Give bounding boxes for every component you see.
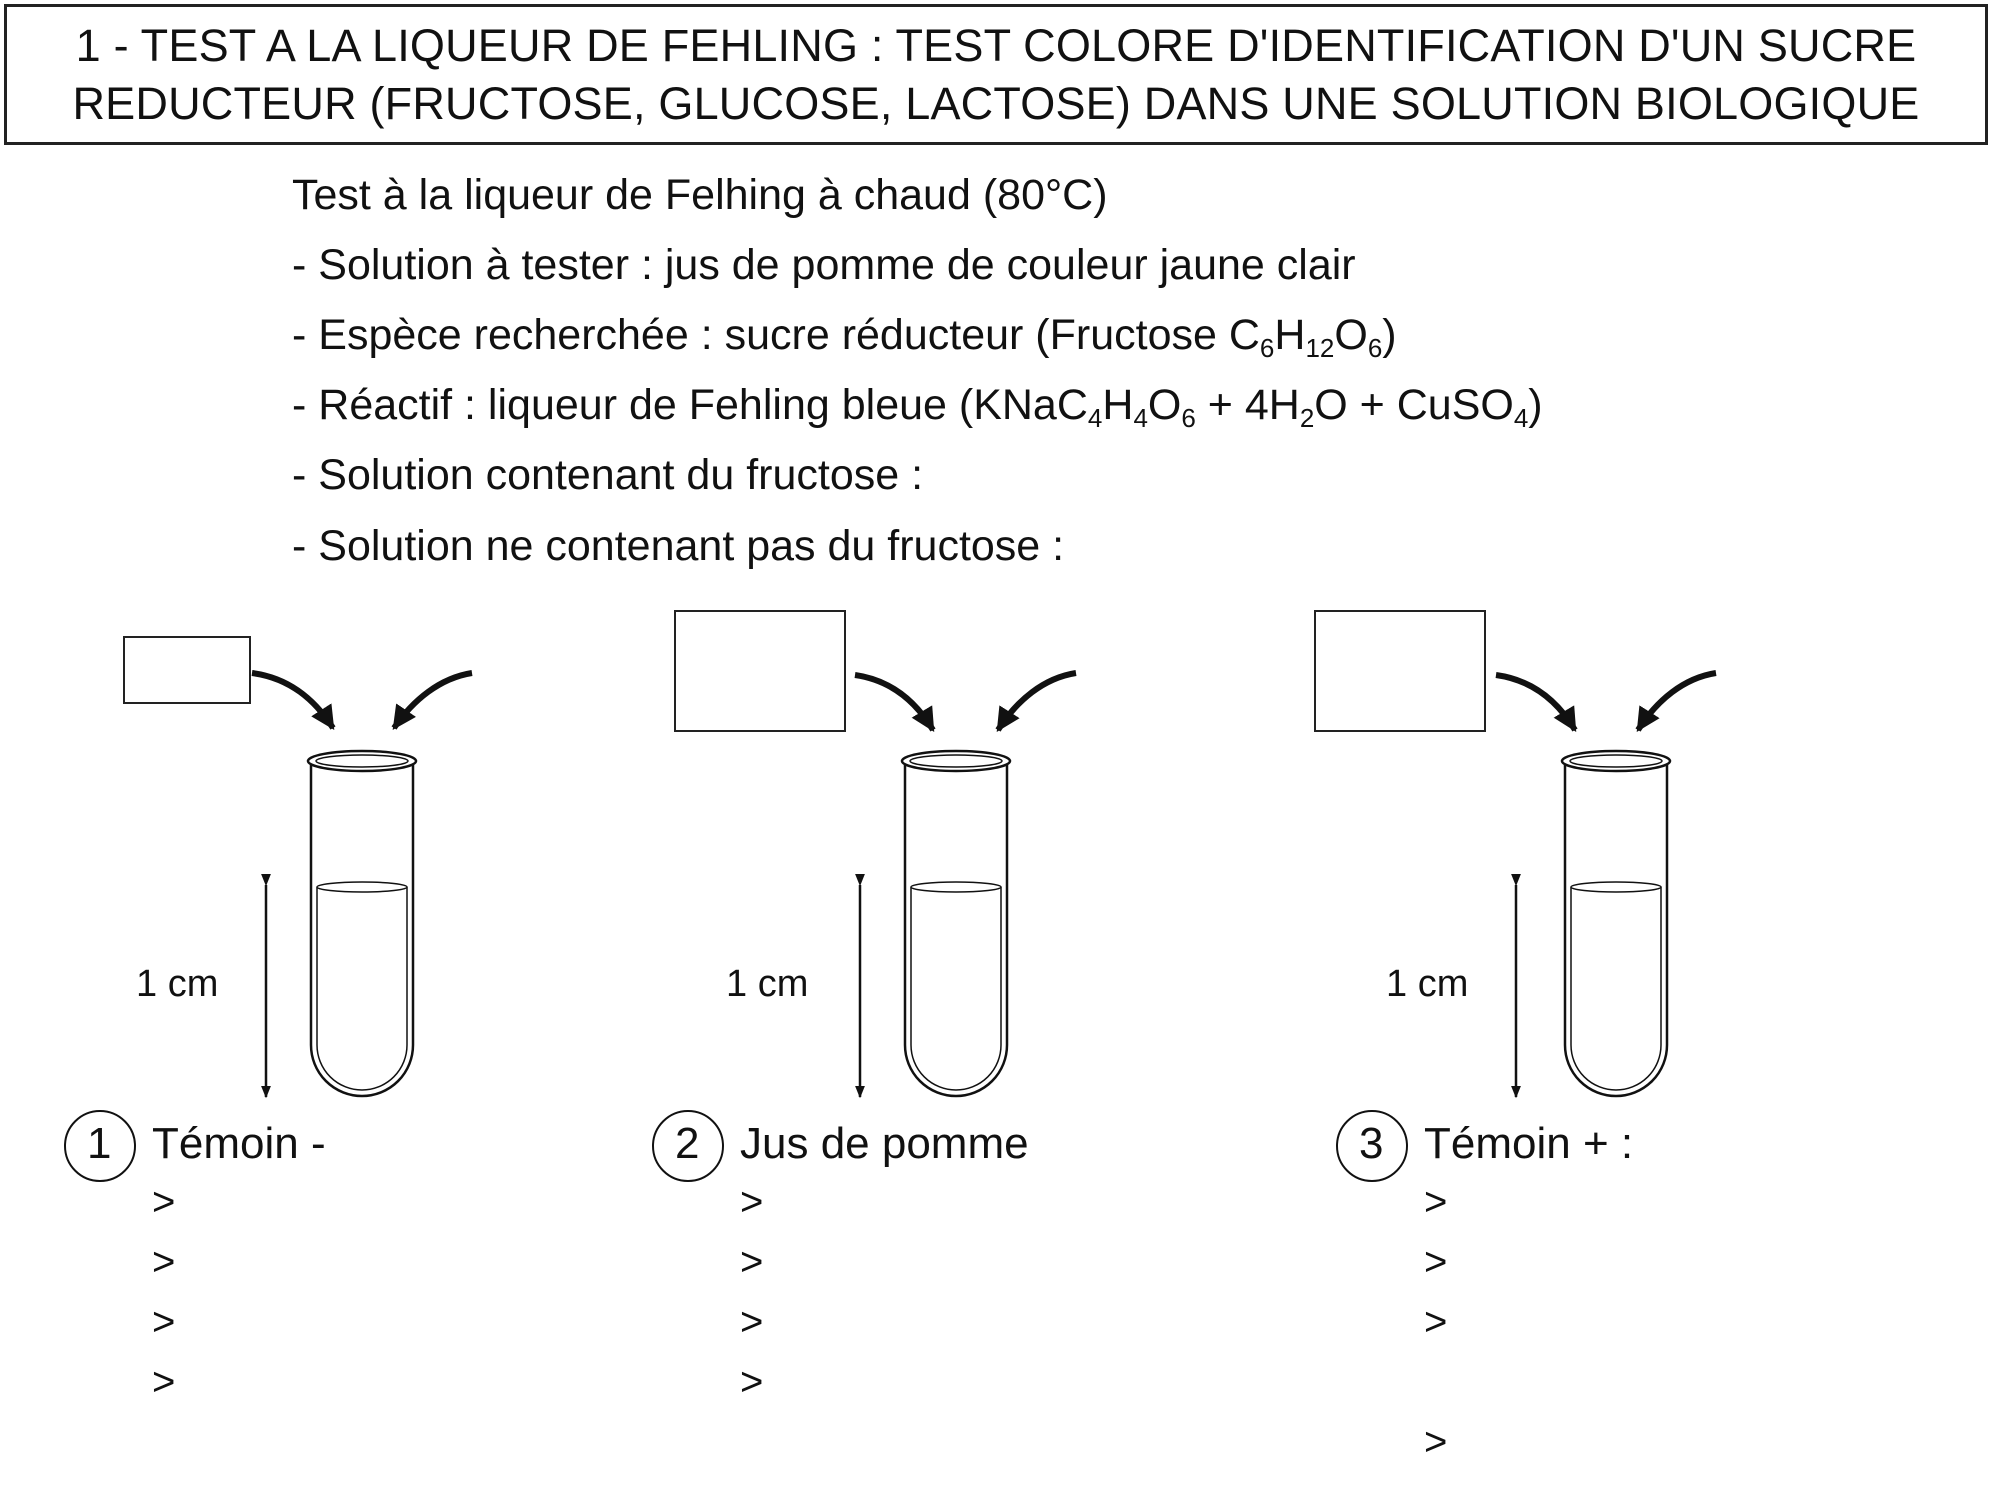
arrow-solution-3 [1638, 673, 1716, 730]
arrow-from-box-2 [855, 675, 933, 730]
sub-4c: 4 [1513, 403, 1529, 433]
bullet: > [1424, 1300, 1448, 1344]
bullet: > [1424, 1420, 1448, 1464]
sub-4b: 4 [1133, 403, 1148, 433]
reagent-box-2 [675, 611, 845, 731]
liquid-surface-2 [911, 882, 1001, 892]
scale-label-1: 1 cm [136, 963, 219, 1005]
f-h: H [1274, 311, 1306, 359]
sub-4a: 4 [1087, 403, 1103, 433]
scale-label-2: 1 cm [726, 963, 809, 1005]
bullet: > [740, 1360, 764, 1404]
arrow-solution-2 [998, 673, 1076, 730]
bullet: > [152, 1180, 176, 1224]
tube-rim-3 [1562, 751, 1670, 771]
bullet: > [740, 1180, 764, 1224]
tube-label-2: Jus de pomme [740, 1119, 1029, 1168]
scale-label-3: 1 cm [1386, 963, 1469, 1005]
tube-number-2: 2 [675, 1119, 700, 1168]
bullet: > [152, 1360, 176, 1404]
tube-1-group [65, 637, 472, 1181]
f-o: O [1334, 311, 1368, 359]
title-line-1: 1 - TEST A LA LIQUEUR DE FEHLING : TEST COLORE D'IDENTIFICATION D'UN SUCRE [75, 19, 1917, 71]
intro-solution: - Solution à tester : jus de pomme de couleur jaune clair [292, 241, 1356, 289]
reactif-text: - Réactif : liqueur de Fehling bleue (KNaC [292, 381, 1088, 429]
intro-contenant: - Solution contenant du fructose : [292, 451, 924, 499]
tube-label-3: Témoin + : [1424, 1119, 1634, 1168]
bullet: > [1424, 1240, 1448, 1284]
tube-body-1 [311, 765, 413, 1096]
tube-2-group [653, 611, 1076, 1181]
bullet: > [152, 1240, 176, 1284]
r-o: O [1147, 381, 1182, 429]
r-plus-h2o: + 4H [1195, 381, 1300, 429]
r-cuso: O + CuSO [1314, 381, 1514, 429]
tube-rim-2 [902, 751, 1010, 771]
arrow-solution-1 [394, 673, 472, 728]
tube-label-1: Témoin - [152, 1119, 326, 1168]
tube-3-group [1315, 611, 1716, 1181]
bullet: > [152, 1300, 176, 1344]
sub-6: 6 [1259, 333, 1275, 363]
sub-6b: 6 [1367, 333, 1383, 363]
tube-body-3 [1565, 765, 1667, 1096]
tube-rim-1 [308, 751, 416, 771]
arrow-from-box-1 [252, 673, 333, 728]
sub-6c: 6 [1181, 403, 1196, 433]
tube-number-3: 3 [1359, 1119, 1384, 1168]
tube-number-1: 1 [87, 1119, 112, 1168]
sub-12: 12 [1305, 333, 1335, 363]
sub-2: 2 [1299, 403, 1315, 433]
r-close: ) [1528, 381, 1543, 429]
liquid-surface-1 [317, 882, 407, 892]
intro-ne-contenant: - Solution ne contenant pas du fructose : [292, 522, 1065, 570]
r-h: H [1102, 381, 1134, 429]
intro-heading: Test à la liqueur de Felhing à chaud (80°C) [292, 171, 1108, 219]
liquid-surface-3 [1571, 882, 1661, 892]
title-line-2: REDUCTEUR (FRUCTOSE, GLUCOSE, LACTOSE) DANS UNE SOLUTION BIOLOGIQUE [72, 77, 1920, 129]
reagent-box-3 [1315, 611, 1485, 731]
arrow-from-box-3 [1496, 675, 1575, 730]
reagent-box-1 [124, 637, 250, 703]
f-close: ) [1382, 311, 1397, 359]
bullet: > [1424, 1180, 1448, 1224]
tube-body-2 [905, 765, 1007, 1096]
espece-text: - Espèce recherchée : sucre réducteur (Fructose C [292, 311, 1260, 359]
bullet: > [740, 1300, 764, 1344]
bullet: > [740, 1240, 764, 1284]
